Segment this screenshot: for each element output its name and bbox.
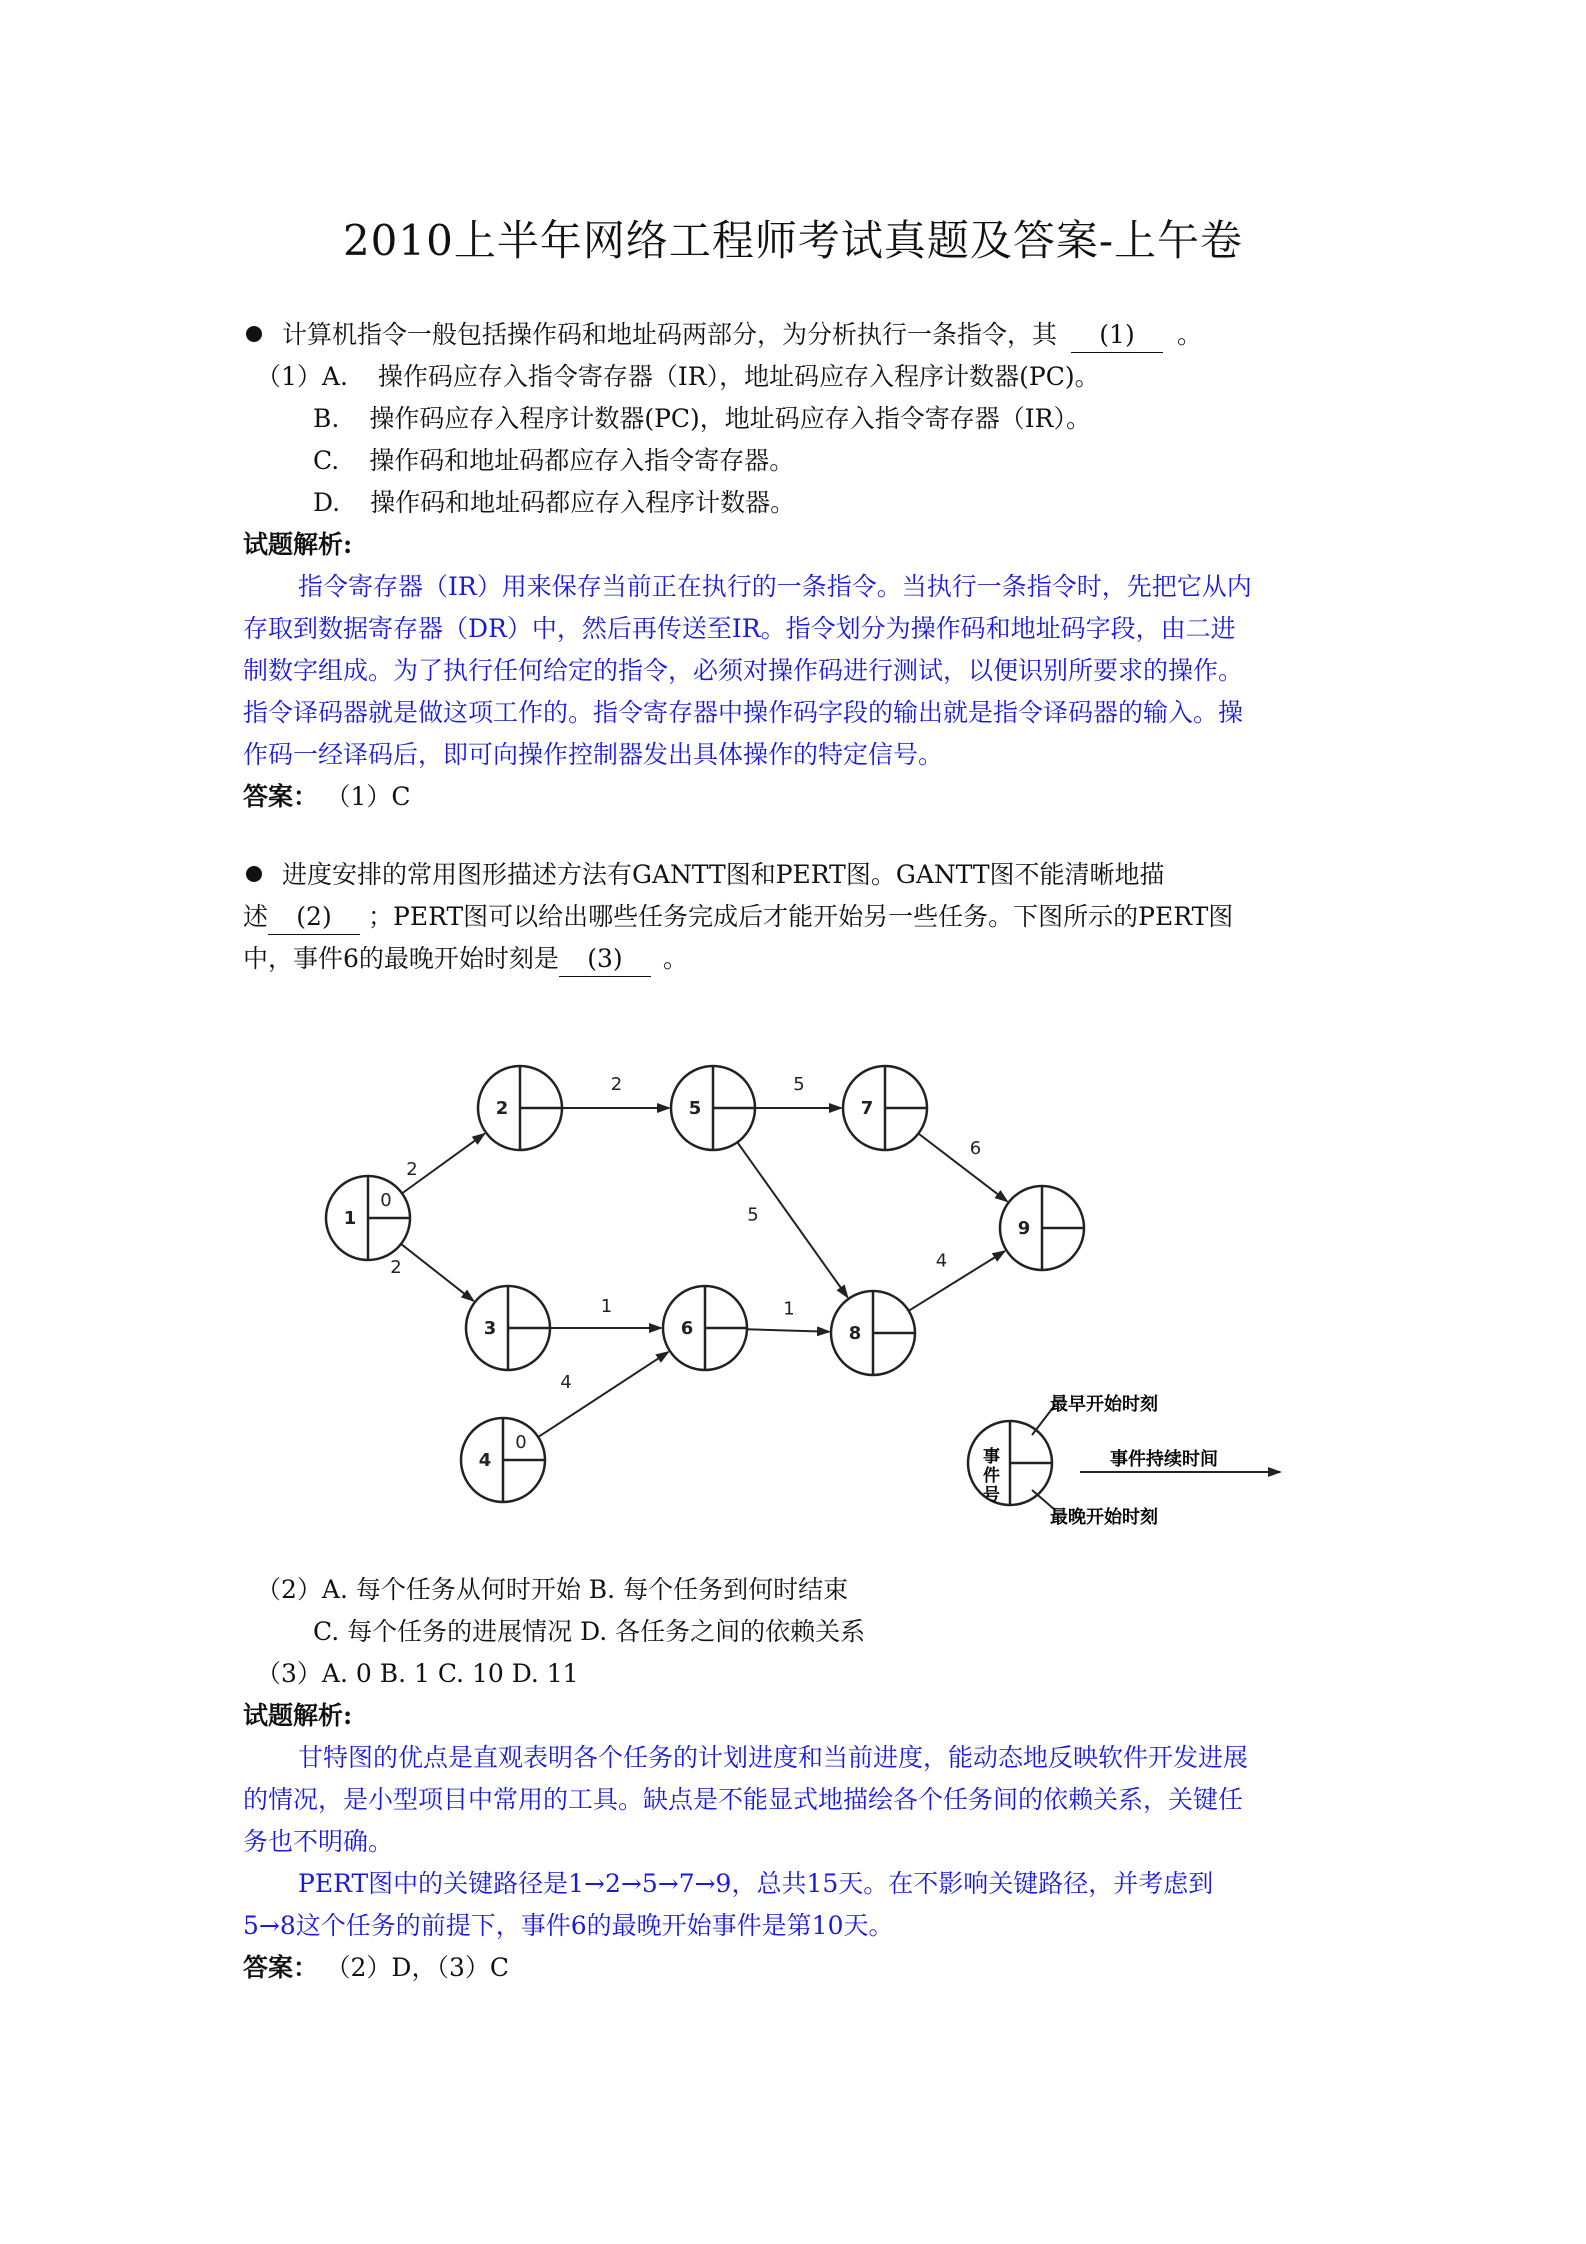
- edge-weight-8-9: 4: [935, 1250, 948, 1272]
- q1-stem-end: 。: [1177, 320, 1203, 349]
- node-id: 5: [688, 1098, 702, 1119]
- page-title: 2010上半年网络工程师考试真题及答案-上午卷: [342, 216, 1244, 265]
- q1-analysis-line: 指令译码器就是做这项工作的。指令寄存器中操作码字段的输出就是指令译码器的输入。操: [243, 698, 1244, 727]
- legend-earliest: 最早开始时刻: [1050, 1394, 1158, 1415]
- edge-weight-1-3: 2: [390, 1257, 402, 1278]
- legend-node-label: 事件号: [979, 1447, 999, 1504]
- edge-8-9: [909, 1251, 1005, 1311]
- edge-weight-1-2: 2: [406, 1159, 418, 1180]
- node-earliest-time: 0: [515, 1432, 527, 1453]
- edge-weight-4-6: 4: [560, 1372, 572, 1393]
- q1-analysis-line: 存取到数据寄存器（DR）中，然后再传送至IR。指令划分为操作码和地址码字段，由二进: [243, 614, 1236, 643]
- q1-analysis-line: 作码一经译码后，即可向操作控制器发出具体操作的特定信号。: [243, 740, 944, 769]
- q2-blank-2: (2): [268, 900, 360, 935]
- edge-weight-5-8: 5: [747, 1204, 759, 1226]
- edge-7-9: [918, 1134, 1007, 1202]
- node-id: 4: [478, 1450, 492, 1471]
- pert-node-1: [326, 1176, 410, 1260]
- q2-blank-3: (3): [559, 942, 651, 977]
- node-earliest-time: 0: [380, 1190, 392, 1211]
- pert-node-2: [478, 1066, 562, 1150]
- q2-answer: 答案： （2）D，（3）C: [243, 1953, 509, 1982]
- pert-node-3: [466, 1286, 550, 1370]
- q1-option-d: D. 操作码和地址码都应存入程序计数器。: [313, 488, 796, 517]
- q3-options: （3）A. 0 B. 1 C. 10 D. 11: [256, 1659, 579, 1688]
- q1-option-c: C. 操作码和地址码都应存入指令寄存器。: [313, 446, 795, 475]
- q1-blank: (1): [1071, 318, 1163, 353]
- diagram-legend: [968, 1393, 1280, 1528]
- node-id: 7: [860, 1098, 874, 1119]
- q2-analysis-line: 甘特图的优点是直观表明各个任务的计划进度和当前进度，能动态地反映软件开发进展: [298, 1743, 1249, 1772]
- q1-answer: 答案： （1）C: [243, 782, 411, 811]
- q2-analysis-label: 试题解析:: [243, 1701, 353, 1730]
- q2-options-line2: C. 每个任务的进展情况 D. 各任务之间的依赖关系: [313, 1617, 866, 1646]
- q2-stem-line2: 述 (2) ；PERT图可以给出哪些任务完成后才能开始另一些任务。下图所示的PERT图: [243, 900, 1233, 935]
- bullet-icon: [246, 326, 262, 342]
- q1-option-b: B. 操作码应存入程序计数器(PC)，地址码应存入指令寄存器（IR）。: [313, 404, 1091, 433]
- q2-analysis-line: 务也不明确。: [243, 1827, 394, 1856]
- node-id: 1: [343, 1208, 357, 1229]
- edge-weight-6-8: 1: [783, 1298, 795, 1320]
- q2-analysis-line: 的情况，是小型项目中常用的工具。缺点是不能显式地描绘各个任务间的依赖关系，关键任: [243, 1785, 1244, 1814]
- edge-weight-5-7: 5: [793, 1074, 805, 1095]
- pert-node-8: [831, 1291, 915, 1375]
- q2-stem-line1: 进度安排的常用图形描述方法有GANTT图和PERT图。GANTT图不能清晰地描: [246, 858, 1165, 892]
- node-id: 6: [680, 1318, 694, 1339]
- q1-option-a: （1）A. 操作码应存入指令寄存器（IR），地址码应存入程序计数器(PC)。: [256, 362, 1100, 391]
- edge-weight-2-5: 2: [610, 1074, 623, 1095]
- q2-options-line1: （2）A. 每个任务从何时开始 B. 每个任务到何时结束: [256, 1575, 849, 1604]
- pert-node-9: [1000, 1186, 1084, 1270]
- pert-node-5: [671, 1066, 755, 1150]
- pert-node-4: [461, 1418, 545, 1502]
- q1-analysis-label: 试题解析:: [243, 530, 353, 559]
- edge-1-3: [401, 1244, 473, 1301]
- q2-analysis-line: 5→8这个任务的前提下，事件6的最晚开始事件是第10天。: [243, 1911, 894, 1940]
- node-id: 8: [848, 1323, 862, 1344]
- edge-4-6: [538, 1352, 668, 1437]
- node-id: 2: [495, 1098, 509, 1119]
- pert-diagram: [320, 1040, 1300, 1530]
- legend-latest: 最晚开始时刻: [1050, 1507, 1158, 1528]
- q1-stem: [246, 318, 1202, 353]
- q1-analysis-line: 制数字组成。为了执行任何给定的指令，必须对操作码进行测试，以便识别所要求的操作。: [243, 656, 1244, 685]
- bullet-icon: [246, 866, 262, 882]
- q1-analysis-line: 指令寄存器（IR）用来保存当前正在执行的一条指令。当执行一条指令时，先把它从内: [298, 572, 1252, 601]
- edge-weight-7-9: 6: [969, 1138, 982, 1159]
- q2-analysis-line: PERT图中的关键路径是1→2→5→7→9，总共15天。在不影响关键路径，并考虑到: [298, 1869, 1214, 1898]
- node-id: 3: [483, 1318, 497, 1339]
- pert-node-7: [843, 1066, 927, 1150]
- edge-weight-3-6: 1: [600, 1296, 613, 1317]
- pert-node-6: [663, 1286, 747, 1370]
- node-id: 9: [1017, 1218, 1031, 1239]
- q2-stem-line3: 中，事件6的最晚开始时刻是 (3) 。: [243, 942, 688, 977]
- legend-duration: 事件持续时间: [1110, 1449, 1218, 1470]
- q1-stem-text: 计算机指令一般包括操作码和地址码两部分，为分析执行一条指令，其: [282, 320, 1058, 349]
- edge-6-8: [747, 1329, 829, 1331]
